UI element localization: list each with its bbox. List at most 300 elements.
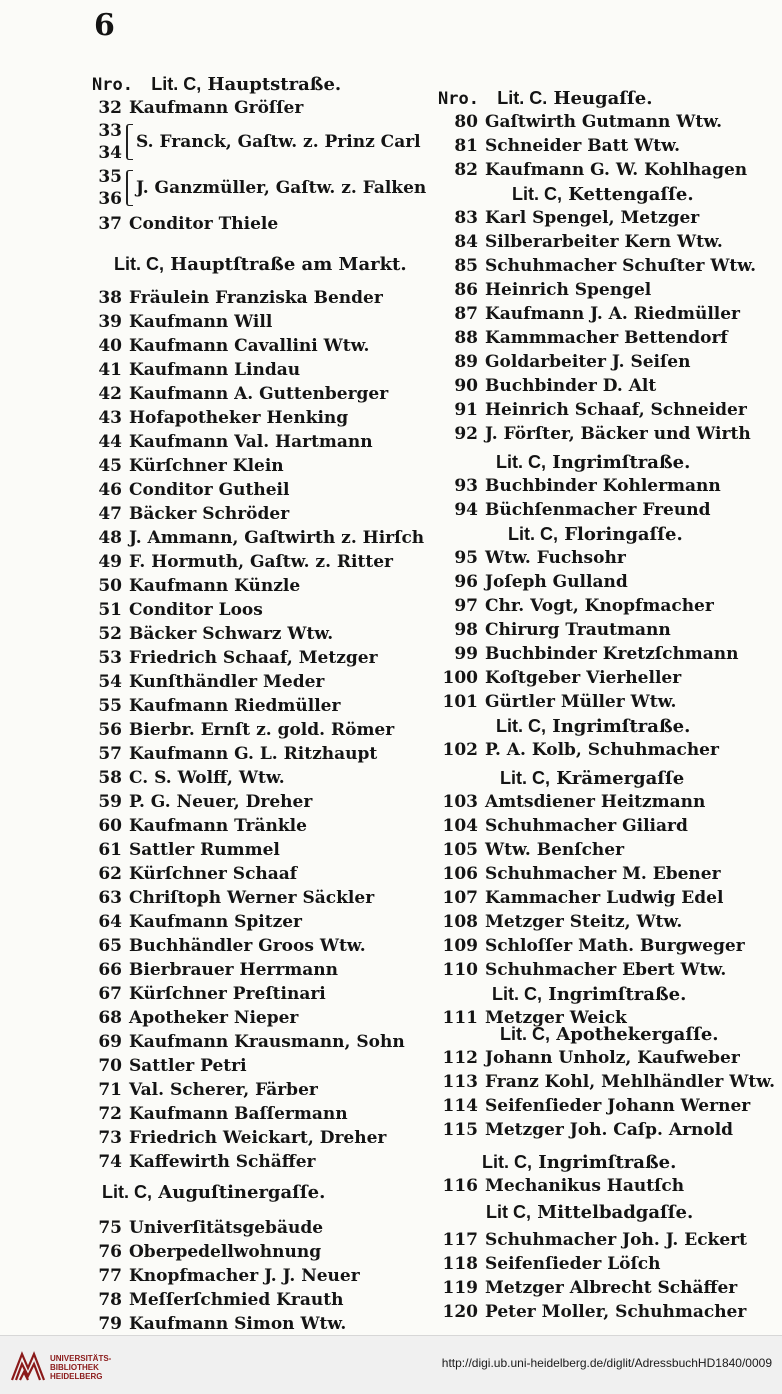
directory-entry (438, 690, 676, 714)
directory-entry (92, 358, 300, 382)
house-number: 43 (98, 408, 122, 428)
house-number: 45 (98, 456, 122, 476)
section-heading-ketten (512, 182, 694, 206)
resident-name: Kürſchner Preſtinari (129, 984, 326, 1004)
resident-name: Kaufmann Val. Hartmann (129, 432, 373, 452)
resident-name: Friedrich Schaaf, Metzger (129, 648, 378, 668)
resident-name: Büchſenmacher Freund (485, 500, 711, 520)
directory-entry (92, 982, 326, 1006)
directory-entry (92, 478, 289, 502)
house-number: 100 (442, 668, 478, 688)
resident-name: Kaufmann A. Guttenberger (129, 384, 389, 404)
directory-entry (92, 96, 303, 120)
street-name: Auguſtinergaſſe. (158, 1182, 326, 1203)
directory-entry (92, 670, 324, 694)
street-name: Kettengaſſe. (568, 184, 694, 205)
house-number: 69 (98, 1032, 122, 1052)
house-number: 65 (98, 936, 122, 956)
resident-name: P. G. Neuer, Dreher (129, 792, 313, 812)
lit-label: Lit. C, (496, 452, 546, 472)
directory-entry (438, 1300, 746, 1324)
resident-name: Schuhmacher Schuſter Wtw. (485, 256, 757, 276)
resident-name: Kaufmann G. W. Kohlhagen (485, 160, 748, 180)
resident-name: S. Franck, Gaſtw. z. Prinz Carl (136, 132, 421, 152)
directory-entry (92, 958, 338, 982)
resident-name: Kaufmann Cavallini Wtw. (129, 336, 370, 356)
resident-name: Silberarbeiter Kern Wtw. (485, 232, 723, 252)
directory-entry (92, 694, 340, 718)
directory-entry (92, 598, 263, 622)
directory-entry (92, 1006, 298, 1030)
house-number: 60 (98, 816, 122, 836)
section-heading-ingrim-2 (496, 714, 690, 738)
resident-name: Chr. Vogt, Knopfmacher (485, 596, 714, 616)
lit-label: Lit. C, (114, 254, 164, 274)
house-number: 66 (98, 960, 122, 980)
directory-entry (438, 374, 656, 398)
section-heading-ingrim-4 (482, 1150, 676, 1174)
source-url-link[interactable]: http://digi.ub.uni-heidelberg.de/diglit/AdressbuchHD1840/0009 (441, 1356, 772, 1370)
house-number: 34 (98, 143, 122, 163)
house-number: 51 (98, 600, 122, 620)
street-name: Ingrimſtraße. (548, 984, 687, 1005)
resident-name: Bäcker Schwarz Wtw. (129, 624, 334, 644)
directory-entry (92, 334, 369, 358)
house-number: 104 (442, 816, 478, 836)
resident-name: Amtsdiener Heitzmann (485, 792, 706, 812)
resident-name: Wtw. Fuchsohr (485, 548, 626, 568)
resident-name: Schuhmacher Joh. J. Eckert (485, 1230, 747, 1250)
street-name: Hauptſtraße am Markt. (170, 254, 407, 275)
house-number: 85 (454, 256, 478, 276)
house-number: 84 (454, 232, 478, 252)
street-name: Floringaſſe. (564, 524, 683, 545)
resident-name: Metzger Steitz, Wtw. (485, 912, 683, 932)
resident-name: Kaufmann Will (129, 312, 273, 332)
directory-entry (438, 642, 739, 666)
lit-label: Lit. C, (151, 74, 202, 94)
street-name: Ingrimſtraße. (552, 716, 691, 737)
house-number: 67 (98, 984, 122, 1004)
section-heading-mittelbad (486, 1200, 693, 1224)
resident-name: Koſtgeber Vierheller (485, 668, 682, 688)
resident-name: Kammmacher Bettendorf (485, 328, 728, 348)
resident-name: J. Ganzmüller, Gaſtw. z. Falken (136, 178, 427, 198)
house-number: 102 (442, 740, 478, 760)
resident-name: Conditor Gutheil (129, 480, 290, 500)
house-number: 98 (454, 620, 478, 640)
directory-entry (92, 1216, 323, 1240)
directory-entry (92, 1030, 405, 1054)
brace-house-numbers (92, 166, 122, 210)
directory-entry (438, 110, 722, 134)
house-number: 61 (98, 840, 122, 860)
house-number: 87 (454, 304, 478, 324)
resident-name: Chirurg Trautmann (485, 620, 671, 640)
house-number: 99 (454, 644, 478, 664)
resident-name: C. S. Wolff, Wtw. (129, 768, 285, 788)
directory-entry (92, 286, 383, 310)
house-number: 57 (98, 744, 122, 764)
page-number: 6 (94, 8, 116, 43)
directory-entry (438, 958, 726, 982)
resident-name: Schuhmacher Giliard (485, 816, 688, 836)
house-number: 62 (98, 864, 122, 884)
directory-entry (92, 212, 278, 236)
directory-entry (438, 474, 721, 498)
directory-entry (438, 302, 740, 326)
resident-name: Sattler Rummel (129, 840, 280, 860)
resident-name: Kaufmann Baſſermann (129, 1104, 348, 1124)
directory-entry (92, 646, 378, 670)
resident-name: Joſeph Gulland (485, 572, 628, 592)
house-number: 81 (454, 136, 478, 156)
house-number: 33 (98, 121, 122, 141)
lit-label: Lit. C, (500, 768, 550, 788)
directory-entry (438, 498, 710, 522)
brace-icon (126, 170, 133, 206)
resident-name: Kaufmann Lindau (129, 360, 301, 380)
lit-label: Lit. C, (492, 984, 542, 1004)
house-number: 92 (454, 424, 478, 444)
resident-name: Friedrich Weickart, Dreher (129, 1128, 387, 1148)
directory-entry (438, 350, 690, 374)
house-number: 76 (98, 1242, 122, 1262)
house-number: 109 (442, 936, 478, 956)
library-name-line: UNIVERSITÄTS- (50, 1354, 112, 1363)
resident-name: Schloſſer Math. Burgweger (485, 936, 745, 956)
right-column-header (438, 86, 653, 110)
resident-name: Sattler Petri (129, 1056, 247, 1076)
lit-label: Lit. C, (508, 524, 558, 544)
resident-name: J. Ammann, Gaſtwirth z. Hirſch (129, 528, 425, 548)
resident-name: Conditor Thiele (129, 214, 279, 234)
resident-name: Metzger Weick (485, 1008, 627, 1028)
directory-entry (438, 862, 721, 886)
street-name: Ingrimſtraße. (552, 452, 691, 473)
house-number: 42 (98, 384, 122, 404)
house-number: 37 (98, 214, 122, 234)
house-number: 35 (98, 167, 122, 187)
directory-entry (92, 502, 289, 526)
directory-entry (92, 814, 307, 838)
house-number: 49 (98, 552, 122, 572)
house-number: 105 (442, 840, 478, 860)
resident-name: Bierbrauer Herrmann (129, 960, 339, 980)
street-name: Apothekergaſſe. (556, 1024, 719, 1045)
street-name: Hauptstraße. (207, 74, 342, 95)
house-number: 78 (98, 1290, 122, 1310)
section-heading-ingrim-1 (496, 450, 690, 474)
house-number: 36 (98, 189, 122, 209)
resident-name: Peter Moller, Schuhmacher (485, 1302, 747, 1322)
house-number: 64 (98, 912, 122, 932)
resident-name: Kaufmann Riedmüller (129, 696, 341, 716)
house-number: 94 (454, 500, 478, 520)
house-number: 106 (442, 864, 478, 884)
house-number: 40 (98, 336, 122, 356)
resident-name: Schuhmacher Ebert Wtw. (485, 960, 727, 980)
directory-entry (438, 1094, 750, 1118)
library-name-line: BIBLIOTHEK (50, 1363, 99, 1372)
directory-entry (92, 1102, 348, 1126)
resident-name: Bäcker Schröder (129, 504, 290, 524)
resident-name: Buchbinder Kohlermann (485, 476, 721, 496)
resident-name: Franz Kohl, Mehlhändler Wtw. (485, 1072, 776, 1092)
section-heading-augustiner (102, 1180, 325, 1204)
directory-entry (438, 594, 714, 618)
resident-name: Bierbr. Ernſt z. gold. Römer (129, 720, 395, 740)
viewer-footer (0, 1335, 782, 1394)
house-number: 41 (98, 360, 122, 380)
directory-entry (438, 1046, 740, 1070)
house-number: 117 (442, 1230, 478, 1250)
street-name: Mittelbadgaſſe. (537, 1202, 694, 1223)
left-column-header (92, 72, 341, 96)
house-number: 32 (98, 98, 122, 118)
lit-label: Lit. C, (512, 184, 562, 204)
resident-name: Buchbinder D. Alt (485, 376, 657, 396)
resident-name: Kaufmann G. L. Ritzhaupt (129, 744, 378, 764)
house-number: 77 (98, 1266, 122, 1286)
directory-entry (92, 910, 302, 934)
house-number: 83 (454, 208, 478, 228)
directory-entry (438, 618, 671, 642)
directory-entry (438, 254, 756, 278)
house-number: 89 (454, 352, 478, 372)
house-number: 68 (98, 1008, 122, 1028)
house-number: 52 (98, 624, 122, 644)
resident-name: Oberpedellwohnung (129, 1242, 322, 1262)
directory-entry (92, 382, 388, 406)
directory-entry (92, 310, 272, 334)
resident-name: Seifenſieder Johann Werner (485, 1096, 751, 1116)
house-number: 74 (98, 1152, 122, 1172)
directory-entry (438, 278, 651, 302)
directory-entry (438, 422, 751, 446)
resident-name: Gaſtwirth Gutmann Wtw. (485, 112, 723, 132)
directory-entry (92, 526, 424, 550)
directory-entry (92, 550, 393, 574)
directory-entry (438, 1276, 737, 1300)
directory-entry (438, 1070, 775, 1094)
resident-name: Kaufmann Gröſſer (129, 98, 304, 118)
house-number: 86 (454, 280, 478, 300)
house-number: 39 (98, 312, 122, 332)
house-number: 58 (98, 768, 122, 788)
house-number: 75 (98, 1218, 122, 1238)
street-name: Heugaſſe. (553, 88, 653, 109)
directory-entry (92, 1240, 321, 1264)
resident-name: Fräulein Franziska Bender (129, 288, 383, 308)
house-number: 101 (442, 692, 478, 712)
lit-label: Lit. C, (496, 716, 546, 736)
directory-entry (438, 230, 723, 254)
house-number: 88 (454, 328, 478, 348)
resident-name: Kürſchner Klein (129, 456, 284, 476)
house-number: 118 (442, 1254, 478, 1274)
nro-label: Nro. (438, 89, 479, 109)
house-number: 103 (442, 792, 478, 812)
resident-name: Kaufmann Simon Wtw. (129, 1314, 347, 1334)
resident-name: Kaufmann Krausmann, Sohn (129, 1032, 405, 1052)
resident-name: Meſſerſchmied Krauth (129, 1290, 344, 1310)
section-heading-kraemer (500, 766, 684, 790)
resident-name: Conditor Loos (129, 600, 263, 620)
resident-name: Buchhändler Groos Wtw. (129, 936, 366, 956)
house-number: 90 (454, 376, 478, 396)
house-number: 70 (98, 1056, 122, 1076)
resident-name: Val. Scherer, Färber (129, 1080, 318, 1100)
resident-name: Karl Spengel, Metzger (485, 208, 700, 228)
resident-name: J. Förſter, Bäcker und Wirth (485, 424, 751, 444)
house-number: 59 (98, 792, 122, 812)
directory-entry (92, 862, 297, 886)
resident-name: Kaufmann Künzle (129, 576, 301, 596)
directory-entry (438, 1228, 747, 1252)
house-number: 50 (98, 576, 122, 596)
resident-name: Apotheker Nieper (129, 1008, 299, 1028)
directory-entry (438, 1174, 684, 1198)
section-heading-markt (114, 252, 407, 276)
house-number: 111 (442, 1008, 478, 1028)
house-number: 108 (442, 912, 478, 932)
street-name: Krämergaſſe (556, 768, 685, 789)
section-heading-ingrim-3 (492, 982, 686, 1006)
resident-name: Kaufmann Spitzer (129, 912, 303, 932)
directory-entry (92, 1312, 346, 1336)
resident-name: P. A. Kolb, Schuhmacher (485, 740, 719, 760)
house-number: 73 (98, 1128, 122, 1148)
resident-name: Knopfmacher J. J. Neuer (129, 1266, 360, 1286)
directory-entry (92, 1150, 315, 1174)
resident-name: Buchbinder Kretzſchmann (485, 644, 739, 664)
house-number: 63 (98, 888, 122, 908)
resident-name: Metzger Joh. Caſp. Arnold (485, 1120, 734, 1140)
house-number: 96 (454, 572, 478, 592)
directory-entry (438, 666, 681, 690)
directory-entry (92, 1054, 247, 1078)
resident-name: Heinrich Schaaf, Schneider (485, 400, 747, 420)
house-number: 54 (98, 672, 122, 692)
directory-entry (92, 406, 348, 430)
street-name: Ingrimſtraße. (538, 1152, 677, 1173)
house-number: 95 (454, 548, 478, 568)
directory-entry (438, 1118, 733, 1142)
directory-entry (92, 1078, 318, 1102)
resident-name: Kürſchner Schaaf (129, 864, 298, 884)
section-heading-apotheker (500, 1022, 719, 1046)
house-number: 91 (454, 400, 478, 420)
house-number: 46 (98, 480, 122, 500)
directory-entry (92, 766, 285, 790)
resident-name: Schuhmacher M. Ebener (485, 864, 721, 884)
library-name-line: HEIDELBERG (50, 1372, 103, 1381)
directory-entry (438, 398, 747, 422)
lit-label: Lit. C, (500, 1024, 550, 1044)
directory-entry (92, 622, 333, 646)
directory-entry (92, 430, 373, 454)
lit-label: Lit. C, (482, 1152, 532, 1172)
directory-entry (92, 574, 300, 598)
house-number: 115 (442, 1120, 478, 1140)
resident-name: Goldarbeiter J. Seiſen (485, 352, 691, 372)
house-number: 116 (442, 1176, 478, 1196)
house-number: 56 (98, 720, 122, 740)
house-number: 80 (454, 112, 478, 132)
resident-name: Chriſtoph Werner Säckler (129, 888, 375, 908)
section-heading-floring (508, 522, 683, 546)
resident-name: Schneider Batt Wtw. (485, 136, 680, 156)
resident-name: Wtw. Benſcher (485, 840, 625, 860)
directory-entry (92, 790, 312, 814)
house-number: 44 (98, 432, 122, 452)
directory-entry (92, 454, 284, 478)
house-number: 113 (442, 1072, 478, 1092)
house-number: 110 (442, 960, 478, 980)
house-number: 79 (98, 1314, 122, 1334)
resident-name: Metzger Albrecht Schäffer (485, 1278, 738, 1298)
directory-entry (92, 742, 377, 766)
house-number: 119 (442, 1278, 478, 1298)
resident-name: Kaufmann J. A. Riedmüller (485, 304, 741, 324)
directory-entry (438, 1252, 661, 1276)
directory-entry (438, 934, 745, 958)
house-number: 53 (98, 648, 122, 668)
directory-entry (92, 838, 280, 862)
directory-entry (438, 838, 624, 862)
directory-entry (438, 206, 699, 230)
house-number: 82 (454, 160, 478, 180)
directory-entry (438, 546, 626, 570)
directory-entry (438, 886, 723, 910)
resident-name: F. Hormuth, Gaſtw. z. Ritter (129, 552, 393, 572)
directory-entry (92, 886, 374, 910)
house-number: 71 (98, 1080, 122, 1100)
resident-name: Mechanikus Hautſch (485, 1176, 685, 1196)
resident-name: Univerſitätsgebäude (129, 1218, 324, 1238)
directory-entry (438, 738, 719, 762)
house-number: 120 (442, 1302, 478, 1322)
resident-name: Gürtler Müller Wtw. (485, 692, 677, 712)
directory-entry (92, 934, 366, 958)
brace-house-numbers (92, 120, 122, 164)
resident-name: Kunſthändler Meder (129, 672, 325, 692)
resident-name: Hofapotheker Henking (129, 408, 349, 428)
house-number: 112 (442, 1048, 478, 1068)
lit-label: Lit. C, (102, 1182, 152, 1202)
house-number: 72 (98, 1104, 122, 1124)
directory-entry (438, 790, 705, 814)
directory-entry (438, 570, 628, 594)
resident-name: Kaufmann Tränkle (129, 816, 307, 836)
house-number: 55 (98, 696, 122, 716)
resident-name: Kammacher Ludwig Edel (485, 888, 724, 908)
resident-name: Johann Unholz, Kaufweber (485, 1048, 740, 1068)
directory-entry (438, 814, 688, 838)
house-number: 48 (98, 528, 122, 548)
house-number: 107 (442, 888, 478, 908)
directory-entry (438, 910, 682, 934)
library-logo[interactable] (8, 1346, 158, 1386)
directory-entry (438, 134, 680, 158)
resident-name: Heinrich Spengel (485, 280, 652, 300)
lit-label: Lit. C. (497, 88, 548, 108)
directory-entry (92, 718, 394, 742)
library-name (50, 1354, 111, 1381)
directory-entry (438, 326, 728, 350)
library-seal-icon (8, 1346, 48, 1386)
